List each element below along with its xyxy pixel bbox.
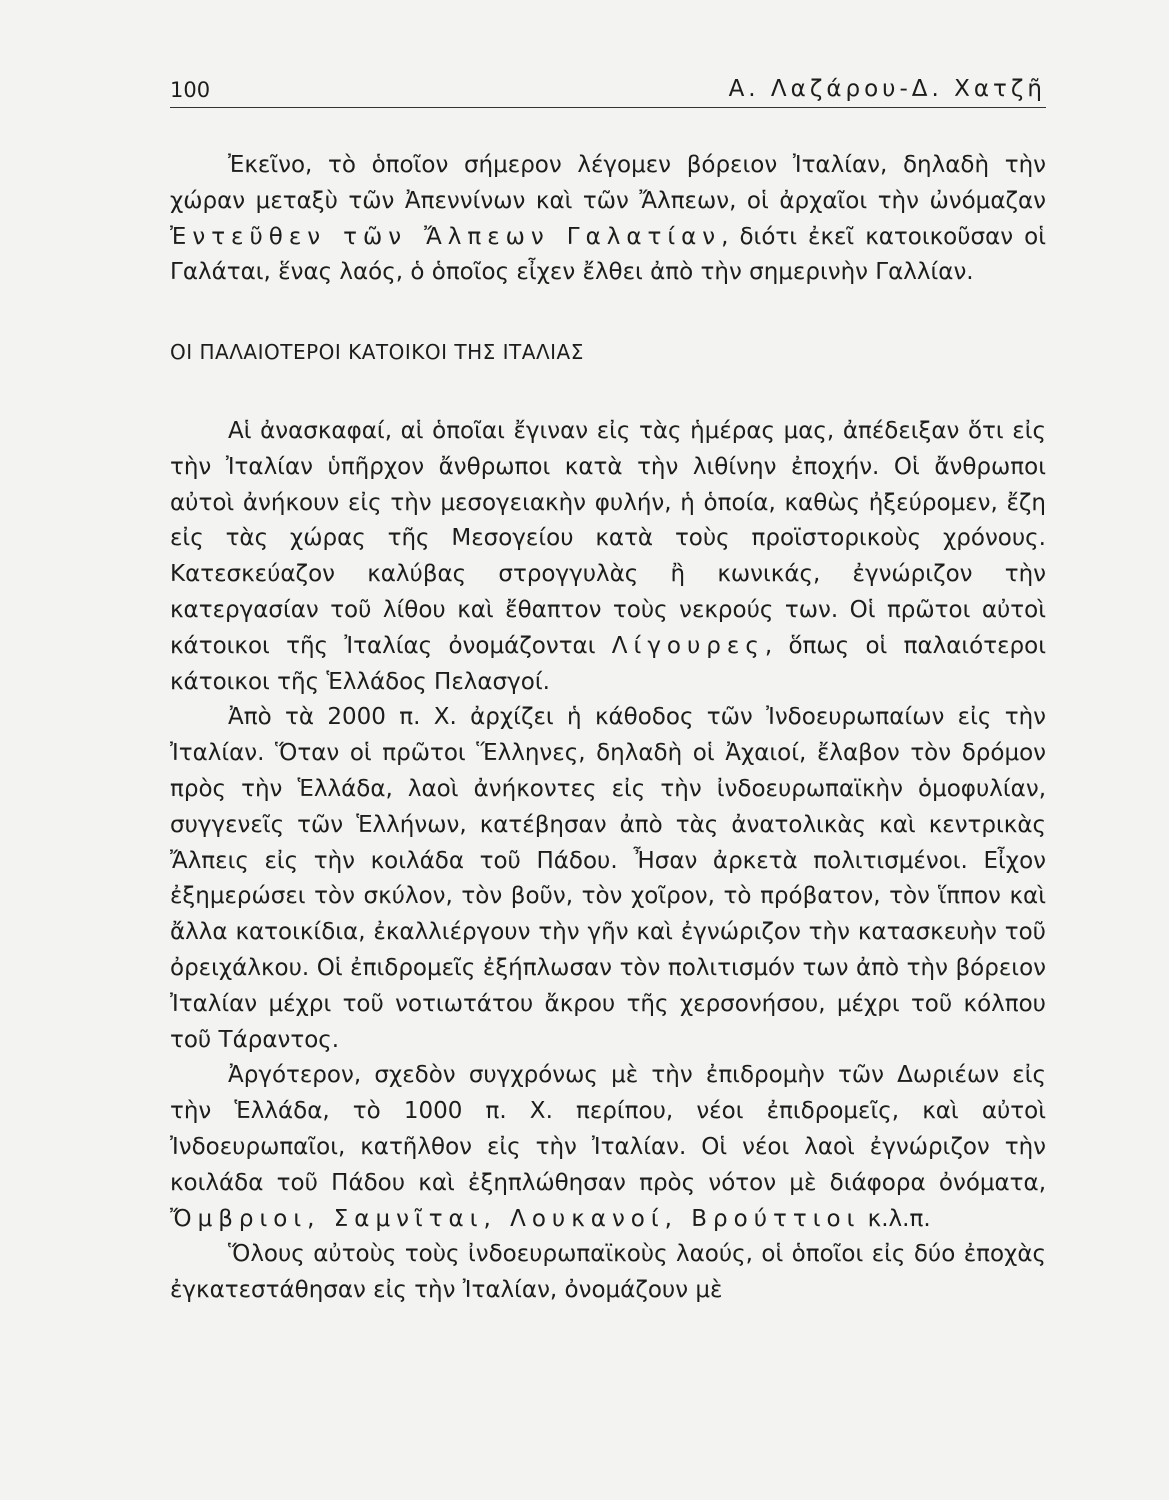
paragraph-1-text-b: , διότι ἐκεῖ κατοικοῦσαν οἱ Γαλάται, ἕνας λαός, ὁ ὁποῖος εἶχεν ἔλθει ἀπὸ τὴν σημερινὴν Γαλλίαν. xyxy=(170,223,1046,286)
paragraph-2-text-a: Αἱ ἀνασκαφαί, αἱ ὁποῖαι ἔγιναν εἰς τὰς ἡμέρας μας, ἀπέδειξαν ὅτι εἰς τὴν Ἰταλίαν ὑπῆρχον ἄνθρωποι κατὰ τὴν λιθίνην ἐποχήν. Οἱ ἄνθρωποι αὐτοὶ ἀνήκουν εἰς τὴν μεσογειακὴν φυλήν, ἡ ὁποία, καθὼς ἠξεύρομεν, ἔζη εἰς τὰς χώρας τῆς Μεσογείου κατὰ τοὺς προϊστορικοὺς χρόνους. Κατεσκεύαζον καλύβας στρογγυλὰς ἢ κωνικάς, ἐγνώριζον τὴν κατεργασίαν τοῦ λίθου καὶ ἔθαπτον τοὺς νεκρούς των. Οἱ πρῶτοι αὐτοὶ κάτοικοι τῆς Ἰταλίας ὀνομάζονται xyxy=(170,417,1046,659)
running-head xyxy=(170,70,1046,110)
paragraph-4-text-b: κ.λ.π. xyxy=(860,1205,931,1232)
paragraph-2-spaced-term: Λίγουρες xyxy=(611,632,765,659)
running-head-authors: Α. Λαζάρου-Δ. Χατζῆ xyxy=(728,76,1046,102)
paragraph-1 xyxy=(170,148,1046,291)
paragraph-4-spaced-terms: Ὄμβριοι, Σαμνῖται, Λουκανοί, Βρούττιοι xyxy=(170,1205,861,1232)
page-number: 100 xyxy=(170,78,211,102)
paragraph-2-text-b: , ὅπως οἱ παλαιότεροι κάτοικοι τῆς Ἑλλάδος Πελασγοί. xyxy=(170,632,1046,695)
paragraph-2 xyxy=(170,414,1046,700)
paragraph-5: Ὅλους αὐτοὺς τοὺς ἰνδοευρωπαϊκοὺς λαούς, οἱ ὁποῖοι εἰς δύο ἐποχὰς ἐγκατεστάθησαν εἰς τὴν Ἰταλίαν, ὀνομάζουν μὲ xyxy=(170,1241,1046,1304)
paragraph-4 xyxy=(170,1058,1046,1237)
paragraph-4-text-a: Ἀργότερον, σχεδὸν συγχρόνως μὲ τὴν ἐπιδρομὴν τῶν Δωριέων εἰς τὴν Ἑλλάδα, τὸ 1000 π. Χ. περίπου, νέοι ἐπιδρομεῖς, καὶ αὐτοὶ Ἰνδοευρωπαῖοι, κατῆλθον εἰς τὴν Ἰταλίαν. Οἱ νέοι λαοὶ ἐγνώριζον τὴν κοιλάδα τοῦ Πάδου καὶ ἐξηπλώθησαν πρὸς νότον μὲ διάφορα ὀνόματα, xyxy=(170,1062,1046,1196)
paragraph-1-text-a: Ἐκεῖνο, τὸ ὁποῖον σήμερον λέγομεν βόρειον Ἰταλίαν, δηλαδὴ τὴν χώραν μεταξὺ τῶν Ἀπεννίνων καὶ τῶν Ἄλπεων, οἱ ἀρχαῖοι τὴν ὠνόμαζαν xyxy=(170,152,1046,214)
book-page xyxy=(170,70,1046,1309)
paragraph-1-spaced-term: Ἐντεῦθεν τῶν Ἄλπεων Γαλατίαν xyxy=(170,223,722,250)
header-rule xyxy=(170,107,1046,108)
section-heading: ΟΙ ΠΑΛΑΙΟΤΕΡΟΙ ΚΑΤΟΙΚΟΙ ΤΗΣ ΙΤΑΛΙΑΣ xyxy=(170,340,584,365)
body-text xyxy=(170,148,1046,1309)
paragraph-3: Ἀπὸ τὰ 2000 π. Χ. ἀρχίζει ἡ κάθοδος τῶν Ἰνδοευρωπαίων εἰς τὴν Ἰταλίαν. Ὅταν οἱ πρῶτοι Ἕλληνες, δηλαδὴ οἱ Ἀχαιοί, ἔλαβον τὸν δρόμον πρὸς τὴν Ἑλλάδα, λαοὶ ἀνήκοντες εἰς τὴν ἰνδοευρωπαϊκὴν ὁμοφυλίαν, συγγενεῖς τῶν Ἑλλήνων, κατέβησαν ἀπὸ τὰς ἀνατολικὰς καὶ κεντρικὰς Ἄλπεις εἰς τὴν κοιλάδα τοῦ Πάδου. Ἦσαν ἀρκετὰ πολιτισμένοι. Εἶχον ἐξημερώσει τὸν σκύλον, τὸν βοῦν, τὸν χοῖρον, τὸ πρόβατον, τὸν ἵππον καὶ ἄλλα κατοικίδια, ἐκαλλιέργουν τὴν γῆν καὶ ἐγνώριζον τὴν κατασκευὴν τοῦ ὀρειχάλκου. Οἱ ἐπιδρομεῖς ἐξήπλωσαν τὸν πολιτισμόν των ἀπὸ τὴν βόρειον Ἰταλίαν μέχρι τοῦ νοτιωτάτου ἄκρου τῆς χερσονήσου, μέχρι τοῦ κόλπου τοῦ Τάραντος. xyxy=(170,704,1046,1053)
